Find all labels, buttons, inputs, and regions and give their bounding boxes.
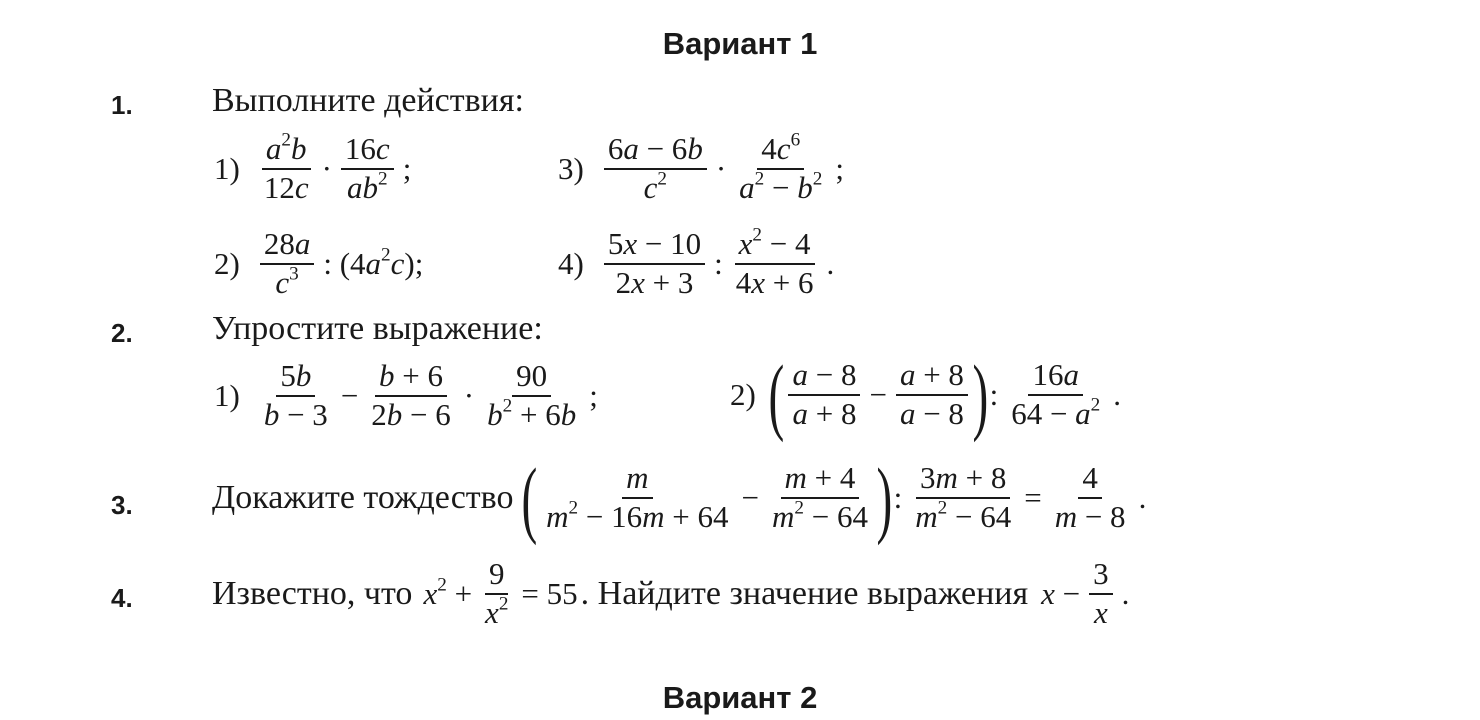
fraction: $\frac{a + 8}{a - 8}$ (896, 359, 968, 430)
task-2-heading: Упростите выражение: (212, 310, 543, 347)
fraction: $\frac{16c}{ab^2}$ (341, 133, 394, 204)
fraction: $\frac{m + 4}{m^2 - 64}$ (771, 460, 868, 534)
fraction: $\frac{a - 8}{a + 8}$ (788, 359, 860, 430)
task-1-item-2: 2) $\frac{28a}{c^3}$ : $(4a^2c)$; (214, 226, 424, 300)
fraction: $\frac{5b}{b - 3}$ (263, 358, 328, 432)
fraction: $\frac{4c^6}{a^2 - b^2}$ (739, 129, 823, 205)
task-3-expression: Докажите тождество ( $\frac{m}{m^2 - 16m + 64}$ − $\frac{m + 4}{m^2 - 64}$ ) : $\frac{3m + 8}{m^2 - 64}$ = $\frac{4}{m - 8}$ . (212, 450, 1147, 546)
task-1-item-4: 4) $\frac{5x - 10}{2x + 3}$ : $\frac{x^2 - 4}{4x + 6}$ . (558, 224, 835, 300)
task-2-item-2: 2) ( $\frac{a - 8}{a + 8}$ − $\frac{a + 8}{a - 8}$ ) : $\frac{16a}{64 - a^2}$ . (730, 347, 1122, 443)
task-2-item-1: 1) $\frac{5b}{b - 3}$ − $\frac{b + 6}{2b - 6}$ · $\frac{90}{b^2 + 6b}$ ; (214, 358, 598, 432)
fraction: $\frac{a^2b}{12c}$ (263, 129, 309, 205)
item-label: 2) (730, 377, 756, 412)
variant-2-title: Вариант 2 (662, 680, 818, 715)
fraction: $\frac{x^2 - 4}{4x + 6}$ (735, 224, 814, 300)
item-label: 2) (214, 245, 240, 281)
item-label: 1) (214, 150, 240, 186)
fraction: $\frac{3}{x}$ (1089, 558, 1113, 629)
task-4-find-text: . Найдите значение выражения (580, 574, 1029, 612)
fraction: $\frac{6a - 6b}{c^2}$ (604, 133, 707, 204)
task-3-number: 3. (111, 490, 133, 520)
fraction: $\frac{4}{m - 8}$ (1054, 460, 1126, 534)
fraction: $\frac{16a}{64 - a^2}$ (1011, 357, 1101, 431)
fraction: $\frac{3m + 8}{m^2 - 64}$ (915, 460, 1012, 534)
task-4-number: 4. (111, 583, 133, 613)
task-1-number: 1. (111, 90, 133, 120)
fraction: $\frac{90}{b^2 + 6b}$ (487, 358, 577, 432)
fraction: $\frac{b + 6}{2b - 6}$ (371, 358, 451, 432)
item-label: 4) (558, 245, 584, 281)
task-3-heading: Докажите тождество (212, 479, 514, 516)
task-2-number: 2. (111, 318, 133, 348)
task-1-item-1: 1) $\frac{a^2b}{12c}$ · $\frac{16c}{ab^2}$ ; (214, 129, 412, 205)
task-4-heading: Известно, что (212, 574, 413, 612)
variant-1-title: Вариант 1 (662, 26, 818, 61)
fraction: $\frac{9}{x^2}$ (485, 556, 509, 630)
item-label: 1) (214, 377, 240, 413)
fraction: $\frac{28a}{c^3}$ (260, 228, 315, 299)
task-1-item-3: 3) $\frac{6a - 6b}{c^2}$ · $\frac{4c^6}{a^2 - b^2}$ ; (558, 129, 844, 205)
fraction: $\frac{m}{m^2 - 16m + 64}$ (546, 460, 729, 534)
fraction: $\frac{5x - 10}{2x + 3}$ (604, 228, 705, 299)
item-label: 3) (558, 150, 584, 186)
task-1-heading: Выполните действия: (212, 82, 524, 119)
task-4-expression: Известно, что $x^2$ + $\frac{9}{x^2}$ = 55 . Найдите значение выражения x − $\frac{3}{x}$ . (212, 556, 1130, 630)
